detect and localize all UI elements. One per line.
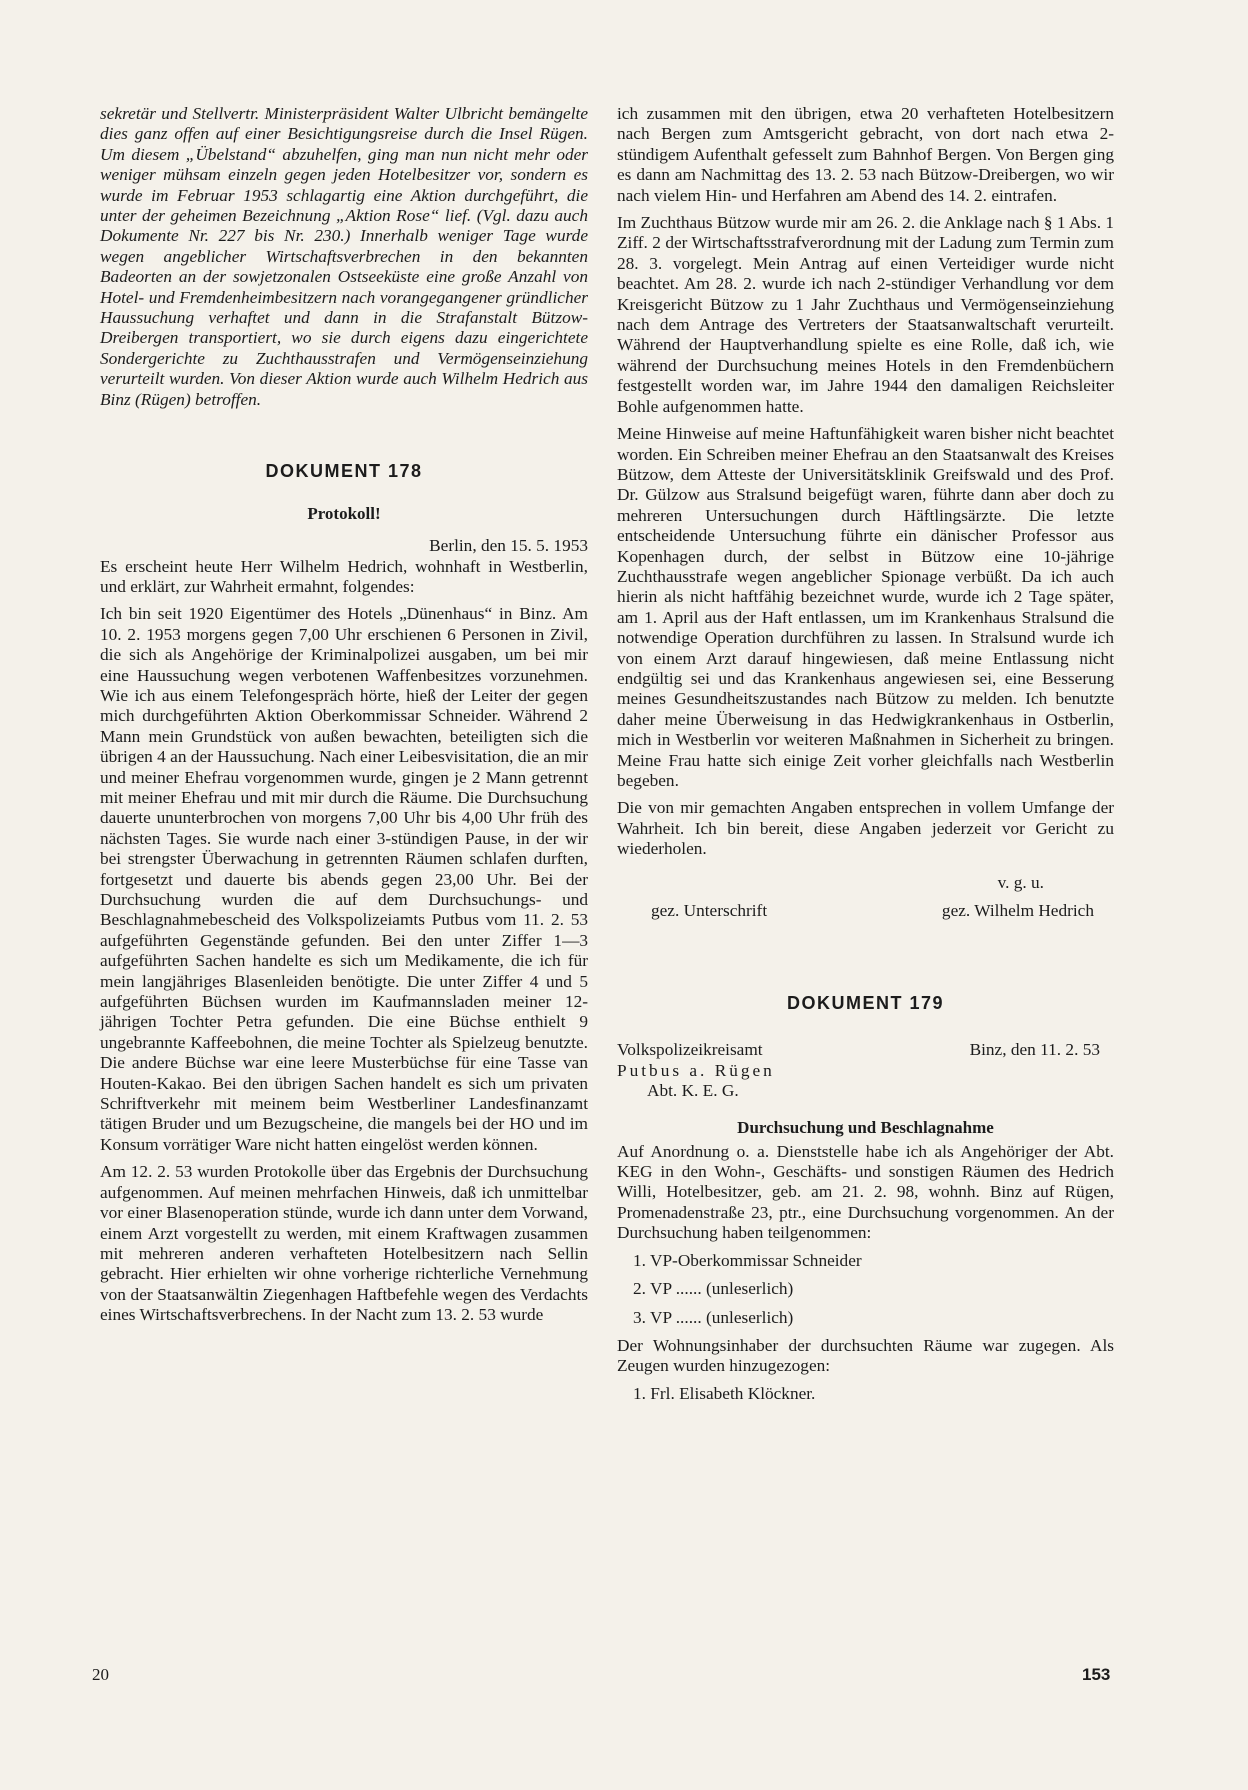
page-number-left: 20 [92,1665,109,1684]
right-paragraph-2: Im Zuchthaus Bützow wurde mir am 26. 2. die Anklage nach § 1 Abs. 1 Ziff. 2 der Wirtschaftsstrafverordnung mit der Ladung zum Termin zum 28. 3. vorgelegt. Mein Antrag auf einen Verteidiger wurde nicht beachtet. Am 28. 2. wurde ich nach 2-stündiger Verhandlung vor dem Kreisgericht Bützow zu 1 Jahr Zuchthaus und Vermögenseinziehung nach dem Antrage des Vertreters der Staatsanwaltschaft verurteilt. Während der Hauptverhandlung spielte es eine Rolle, daß ich, wie während der Durchsuchung meines Hotels in den Fremdenbüchern festgestellt worden war, im Jahre 1944 den damaligen Reichsleiter Bohle aufgenommen hatte. [617,213,1114,416]
signature-left: gez. Unterschrift [651,901,768,921]
document-179-paragraph-2: Der Wohnungsinhaber der durchsuchten Räume war zugegen. Als Zeugen wurden hinzugezogen: [617,1335,1114,1376]
intro-paragraph: sekretär und Stellvertr. Ministerpräsident Walter Ulbricht bemängelte dies ganz offen auf einer Besichtigungsreise durch die Insel Rügen. Um diesem „Übelstand“ abzuhelfen, ging man nun nicht mehr oder weniger mühsam einzeln gegen jeden Hotelbesitzer vor, sondern es wurde im Februar 1953 schlagartig eine Aktion durchgeführt, die unter der geheimen Bezeichnung „Aktion Rose“ lief. (Vgl. dazu auch Dokumente Nr. 227 bis Nr. 230.) Innerhalb weniger Tage wurde wegen angeblicher Wirtschaftsverbrechen in den bekannten Badeorten an der sowjetzonalen Ostseeküste eine große Anzahl von Hotel- und Fremdenheimbesitzern nach vorangegangener gründlicher Haussuchung verhaftet und dann in die Strafanstalt Bützow-Dreibergen transportiert, wo sie durch eigens dazu eingerichtete Sondergerichte zu Zuchthausstrafen und Vermögenseinziehung verurteilt wurden. Von dieser Aktion wurde auch Wilhelm Hedrich aus Binz (Rügen) betroffen. [100,104,588,409]
document-178-paragraph-3: Am 12. 2. 53 wurden Protokolle über das Ergebnis der Durchsuchung aufgenommen. Auf meinen mehrfachen Hinweis, daß ich unmittelbar vor einer Blasenoperation stünde, wurde ich dann unter dem Vorwand, einem Arzt vorgestellt zu werden, mit einem Kraftwagen zusammen mit mehreren anderen verhafteten Hotelbesitzern nach Sellin gebracht. Hier erhielten wir ohne vorherige richterliche Vernehmung von der Staatsanwältin Ziegenhagen Haftbefehle wegen des Verdachts eines Wirtschaftsverbrechens. In der Nacht zum 13. 2. 53 wurde [100,1162,588,1325]
document-179-date: Binz, den 11. 2. 53 [969,1040,1100,1060]
signature-right: gez. Wilhelm Hedrich [941,901,1094,921]
sender-line-1: Volkspolizeikreisamt [617,1040,763,1060]
document-178-paragraph-1: Es erscheint heute Herr Wilhelm Hedrich, wohnhaft in Westberlin, und erklärt, zur Wahrheit ermahnt, folgendes: [100,556,588,596]
document-178-paragraph-2: Ich bin seit 1920 Eigentümer des Hotels „Dünenhaus“ in Binz. Am 10. 2. 1953 morgens gegen 7,00 Uhr erschienen 6 Personen in Zivil, die sich als Angehörige der Kriminalpolizei ausgaben, um bei mir eine Haussuchung wegen verbotenen Waffenbesitzes vorzunehmen. Wie ich aus einem Telefongespräch hörte, hieß der Leiter der gegen mich durchgeführten Aktion Oberkommissar Schneider. Während 2 Mann mein Grundstück von außen bewachten, beteiligten sich die übrigen 4 an der Haussuchung. Nach einer Leibesvisitation, die an mir und meiner Ehefrau vorgenommen wurde, gingen je 2 Mann getrennt mit meiner Ehefrau und mit mir durch die Räume. Die Durchsuchung dauerte ununterbrochen von morgens 7,00 Uhr bis 4,00 Uhr früh des nächsten Tages. Sie wurde nach einer 3-stündigen Pause, in der wir bei strengster Überwachung in getrennten Räumen schlafen durften, fortgesetzt und dauerte bis abends gegen 23,00 Uhr. Bei der Durchsuchung wurden die auf dem Durchsuchungs- und Beschlagnahmebescheid des Volkspolizeiamts Putbus vom 11. 2. 53 aufgeführten Gegenstände gefunden. Bei den unter Ziffer 1—3 aufgeführten Sachen handelte es sich um Medikamente, die ich für mein langjähriges Blasenleiden benötigte. Die unter Ziffer 4 und 5 aufgeführten Büchsen wurden im Kaufmannsladen meiner 12-jährigen Tochter Petra gefunden. Die eine Büchse enthielt 9 ungebrannte Kaffeebohnen, die meine Tochter als Spielzeug benutzte. Die andere Büchse war eine leere Musterbüchse für eine Tasse van Houten-Kakao. Bei den übrigen Sachen handelt es sich um privaten Schriftverkehr mit meinem beim Westberliner Landesfinanzamt tätigen Bruder und um Bezugscheine, die mangels bei der HO und im Konsum vorrätiger Ware nicht hatten eingelöst werden können. [100,604,588,1154]
document-179-header [617,1040,1114,1101]
document-179-heading: DOKUMENT 179 [786,993,945,1014]
participant-item: 3. VP ...... (unleserlich) [633,1307,794,1327]
signature-row [617,901,1114,921]
page-number-right: 153 [1082,1665,1111,1684]
right-paragraph-3: Meine Hinweise auf meine Haftunfähigkeit waren bisher nicht beachtet worden. Ein Schreiben meiner Ehefrau an den Staatsanwalt des Kreises Bützow, dem Atteste der Universitätsklinik Greifswald und des Prof. Dr. Gülzow aus Stralsund beigefügt waren, führte dann aber doch zu mehreren Untersuchungen durch Häftlingsärzte. Die letzte entscheidende Untersuchung führte ein dänischer Professor aus Kopenhagen durch, der selbst in Bützow eine 10-jährige Zuchthausstrafe wegen angeblicher Spionage verbüßt. Da ich auch hierin als nicht haftfähig bezeichnet wurde, wurde ich 2 Tage später, am 1. April aus der Haft entlassen, um im Krankenhaus Stralsund die notwendige Operation durchführen zu lassen. In Stralsund wurde ich von einem Arzt darauf hingewiesen, daß meine Entlassung nicht endgültig sei und das Krankenhaus angewiesen sei, eine Besserung meines Gesundheitszustandes nach Bützow zu melden. Ich benutzte daher meine Überweisung in das Hedwigkrankenhaus in Ostberlin, mich in Westberlin vor weiteren Maßnahmen in Sicherheit zu bringen. Meine Frau hatte sich einige Zeit vorher gleichfalls nach Westberlin begeben. [617,424,1114,790]
witness-item: 1. Frl. Elisabeth Klöckner. [633,1383,816,1403]
document-179-subheading: Durchsuchung und Beschlagnahme [737,1117,994,1137]
document-178-subheading: Protokoll! [307,504,381,524]
right-paragraph-4: Die von mir gemachten Angaben entsprechen in vollem Umfange der Wahrheit. Ich bin bereit, diese Angaben jederzeit vor Gericht zu wiederholen. [617,798,1114,859]
left-column [100,104,588,1333]
sender-line-3: Abt. K. E. G. [647,1081,739,1101]
document-178-dateline: Berlin, den 15. 5. 1953 [429,536,588,556]
vgu-note: v. g. u. [997,872,1044,892]
document-179-paragraph-1: Auf Anordnung o. a. Dienststelle habe ich als Angehöriger der Abt. KEG in den Wohn-, Geschäfts- und sonstigen Räumen des Hedrich Willi, Hotelbesitzer, geb. am 21. 2. 98, wohnh. Binz auf Rügen, Promenadenstraße 23, ptr., eine Durchsuchung vorgenommen. An der Durchsuchung haben teilgenommen: [617,1141,1114,1243]
document-178-heading: DOKUMENT 178 [265,461,423,482]
participant-item: 2. VP ...... (unleserlich) [633,1279,794,1299]
sender-line-2: Putbus a. Rügen [617,1060,775,1080]
document-179-sender [617,1040,775,1101]
right-column [617,104,1114,1412]
participant-item: 1. VP-Oberkommissar Schneider [633,1250,862,1270]
right-paragraph-1: ich zusammen mit den übrigen, etwa 20 verhafteten Hotelbesitzern nach Bergen zum Amtsgericht gebracht, von dort nach etwa 2-stündigem Aufenthalt gefesselt zum Bahnhof Bergen. Von Bergen ging es dann am Nachmittag des 13. 2. 53 nach Bützow-Dreibergen, wo wir nach vielem Hin- und Herfahren am Abend des 14. 2. eintrafen. [617,104,1114,205]
